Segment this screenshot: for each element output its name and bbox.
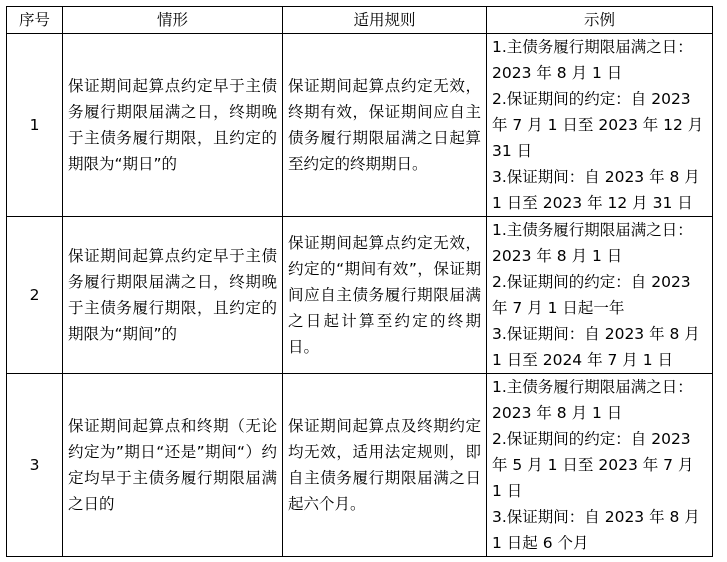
rule-cell: 保证期间起算点约定无效，约定的“期间有效”，保证期间应自主债务履行期限届满之日起计算至约定的终期日。 xyxy=(283,217,487,374)
example-line: 2.保证期间的约定：自 2023 年 7 月 1 日起一年 xyxy=(492,273,691,317)
table-row xyxy=(7,34,713,217)
situation-cell: 保证期间起算点和终期（无论约定为”期日“还是”期间“）约定均早于主债务履行期限届满之日的 xyxy=(63,374,283,557)
table-row xyxy=(7,217,713,374)
header-situation: 情形 xyxy=(63,7,283,34)
example-cell xyxy=(487,34,713,217)
situation-cell: 保证期间起算点约定早于主债务履行期限届满之日，终期晚于主债务履行期限，且约定的期限为“期间”的 xyxy=(63,217,283,374)
rule-cell: 保证期间起算点及终期约定均无效，适用法定规则，即自主债务履行期限届满之日起六个月。 xyxy=(283,374,487,557)
header-rule: 适用规则 xyxy=(283,7,487,34)
example-line: 3.保证期间：自 2023 年 8 月 1 日至 2024 年 7 月 1 日 xyxy=(492,325,700,369)
example-line: 2.保证期间的约定：自 2023 年 5 月 1 日至 2023 年 7 月 1 日 xyxy=(492,430,694,500)
table-header-row xyxy=(7,7,713,34)
rules-table xyxy=(6,6,713,557)
table-row xyxy=(7,374,713,557)
situation-cell: 保证期间起算点约定早于主债务履行期限届满之日，终期晚于主债务履行期限，且约定的期限为“期日”的 xyxy=(63,34,283,217)
example-line: 3.保证期间：自 2023 年 8 月 1 日至 2023 年 12 月 31 日 xyxy=(492,168,700,212)
example-line: 1.主债务履行期限届满之日：2023 年 8 月 1 日 xyxy=(492,378,693,422)
rules-table-container xyxy=(6,6,713,557)
row-number: 3 xyxy=(7,374,63,557)
rule-cell: 保证期间起算点约定无效，终期有效，保证期间应自主债务履行期限届满之日起算至约定的终期期日。 xyxy=(283,34,487,217)
example-cell xyxy=(487,374,713,557)
row-number: 1 xyxy=(7,34,63,217)
row-number: 2 xyxy=(7,217,63,374)
example-line: 1.主债务履行期限届满之日：2023 年 8 月 1 日 xyxy=(492,221,693,265)
example-cell xyxy=(487,217,713,374)
header-example: 示例 xyxy=(487,7,713,34)
example-line: 3.保证期间：自 2023 年 8 月 1 日起 6 个月 xyxy=(492,508,700,552)
example-line: 2.保证期间的约定：自 2023 年 7 月 1 日至 2023 年 12 月 31 日 xyxy=(492,90,704,160)
example-line: 1.主债务履行期限届满之日：2023 年 8 月 1 日 xyxy=(492,38,693,82)
header-number: 序号 xyxy=(7,7,63,34)
